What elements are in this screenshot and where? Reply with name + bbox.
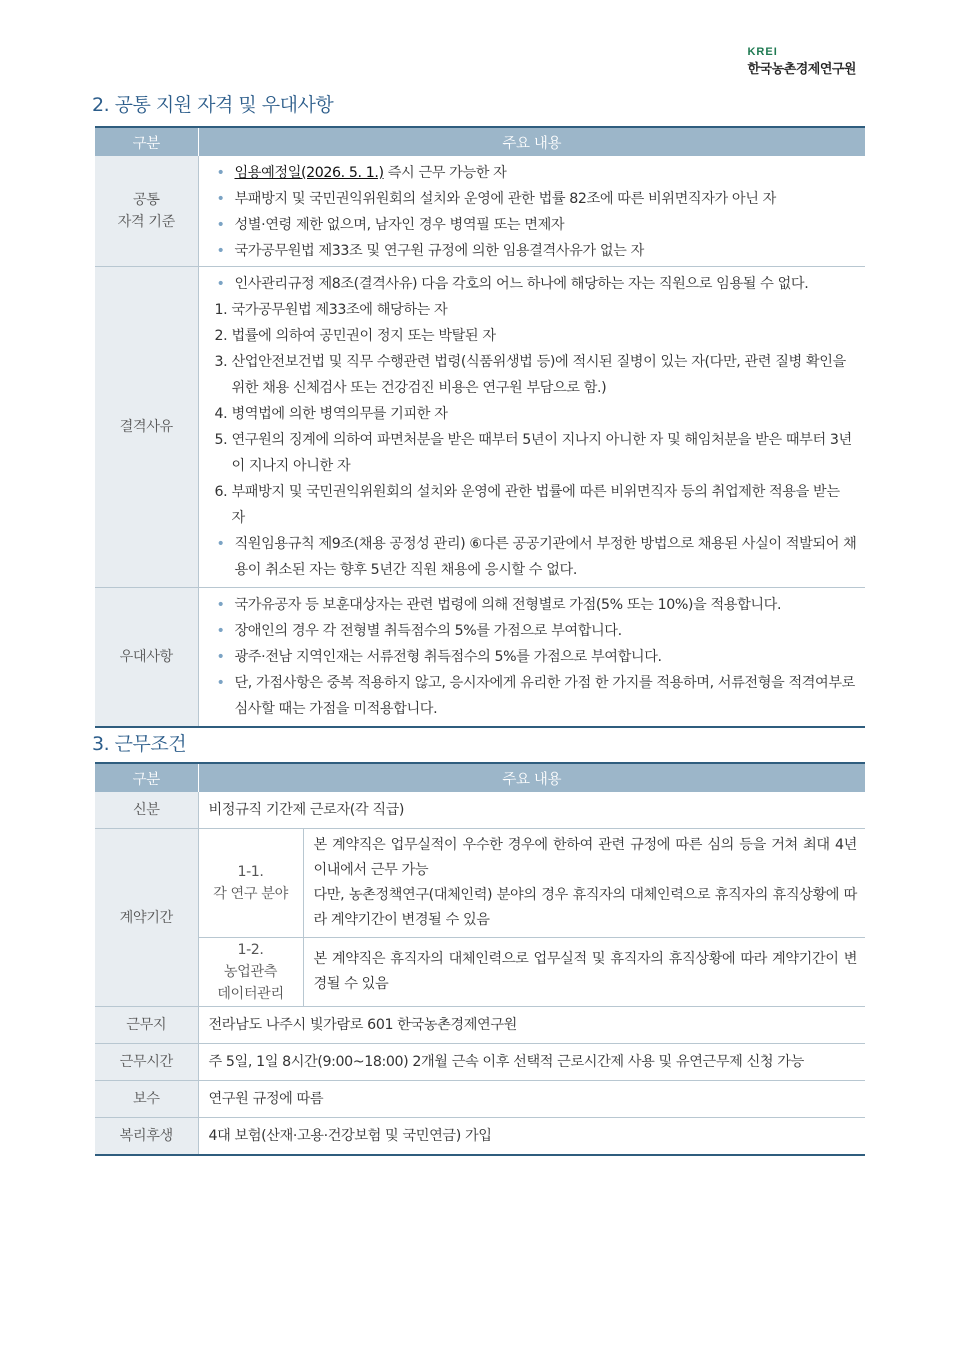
pay-category: 보수 (95, 1081, 198, 1118)
col-content-header: 주요 내용 (198, 763, 865, 792)
contract-sub2-content: 본 계약직은 휴직자의 대체인력으로 업무실적 및 휴직자의 휴직상황에 따라 계약기간이 변경될 수 있음 (303, 938, 865, 1007)
list-item: • 성별·연령 제한 없으며, 남자인 경우 병역필 또는 면제자 (216, 217, 565, 233)
table-header-row (95, 127, 865, 156)
contract-category: 계약기간 (95, 829, 198, 1007)
row-welfare (95, 1118, 865, 1156)
row-contract-2 (95, 938, 865, 1007)
logo-ko: 한국농촌경제연구원 (747, 62, 856, 77)
col-content-header: 주요 내용 (198, 127, 865, 156)
qualification-table (95, 126, 865, 728)
row-pay (95, 1081, 865, 1118)
numbered-item: 6. 부패방지 및 국민권익위원회의 설치와 운영에 관한 법률에 따른 비위면직자 등의 취업제한 적용을 받는 자 (214, 484, 840, 526)
preference-content (198, 588, 865, 728)
disqualification-content (198, 267, 865, 588)
status-category: 신분 (95, 792, 198, 829)
location-category: 근무지 (95, 1007, 198, 1044)
list-item: • 임용예정일(2026. 5. 1.) 즉시 근무 가능한 자 (216, 165, 507, 181)
list-item: • 국가유공자 등 보훈대상자는 관련 법령에 의해 전형별로 가점(5% 또는 10%)을 적용합니다. (216, 597, 782, 613)
numbered-item: 5. 연구원의 징계에 의하여 파면처분을 받은 때부터 5년이 지나지 아니한 자 및 해임처분을 받은 때부터 3년이 지나지 아니한 자 (214, 432, 852, 474)
list-item: • 국가공무원법 제33조 및 연구원 규정에 의한 임용결격사유가 없는 자 (216, 243, 644, 259)
pay-value: 연구원 규정에 따름 (198, 1081, 865, 1118)
welfare-value: 4대 보험(산재·고용·건강보험 및 국민연금) 가입 (198, 1118, 865, 1156)
row-preference (95, 588, 865, 728)
logo (747, 46, 856, 77)
work-conditions-table (95, 762, 865, 1156)
numbered-item: 3. 산업안전보건법 및 직무 수행관련 법령(식품위생법 등)에 적시된 질병이 있는 자(다만, 관련 질병 확인을 위한 채용 신체검사 또는 건강검진 비용은 연구원 부담으로 함.) (214, 354, 846, 396)
status-value: 비정규직 기간제 근로자(각 직급) (198, 792, 865, 829)
row-location (95, 1007, 865, 1044)
row-hours (95, 1044, 865, 1081)
hours-category: 근무시간 (95, 1044, 198, 1081)
contract-sub1-content: 본 계약직은 업무실적이 우수한 경우에 한하여 관련 규정에 따른 심의 등을 거쳐 최대 4년 이내에서 근무 가능 다만, 농촌정책연구(대체인력) 분야의 경우 휴직자의 대체인력으로 휴직자의 휴직상황에 따라 계약기간이 변경될 수 있음 (303, 829, 865, 938)
table-header-row (95, 763, 865, 792)
hours-value: 주 5일, 1일 8시간(9:00~18:00) 2개월 근속 이후 선택적 근로시간제 사용 및 유연근무제 신청 가능 (198, 1044, 865, 1081)
list-item: • 인사관리규정 제8조(결격사유) 다음 각호의 어느 하나에 해당하는 자는 직원으로 임용될 수 없다. (216, 276, 809, 292)
disqualification-category: 결격사유 (95, 267, 198, 588)
section-3-title: 3. 근무조건 (92, 733, 187, 755)
location-value: 전라남도 나주시 빛가람로 601 한국농촌경제연구원 (198, 1007, 865, 1044)
numbered-item: 2. 법률에 의하여 공민권이 정지 또는 박탈된 자 (214, 328, 496, 344)
welfare-category: 복리후생 (95, 1118, 198, 1156)
common-category: 공통 자격 기준 (95, 156, 198, 267)
numbered-item: 4. 병역법에 의한 병역의무를 기피한 자 (214, 406, 448, 422)
list-item: • 단, 가점사항은 중복 적용하지 않고, 응시자에게 유리한 가점 한 가지를 적용하며, 서류전형을 적격여부로 심사할 때는 가점을 미적용합니다. (216, 675, 855, 717)
contract-sub1-label: 1-1. 각 연구 분야 (198, 829, 303, 938)
numbered-item: 1. 국가공무원법 제33조에 해당하는 자 (214, 302, 448, 318)
preference-category: 우대사항 (95, 588, 198, 728)
section-2-title: 2. 공통 지원 자격 및 우대사항 (92, 94, 334, 116)
common-content (198, 156, 865, 267)
row-common (95, 156, 865, 267)
list-item: • 부패방지 및 국민권익위원회의 설치와 운영에 관한 법률 82조에 따른 비위면직자가 아닌 자 (216, 191, 776, 207)
row-contract-1 (95, 829, 865, 938)
row-disqualification (95, 267, 865, 588)
col-category-header: 구분 (95, 127, 198, 156)
logo-en: KREI (747, 46, 778, 58)
row-status (95, 792, 865, 829)
contract-sub2-label: 1-2. 농업관측 데이터관리 (198, 938, 303, 1007)
col-category-header: 구분 (95, 763, 198, 792)
list-item: • 직원임용규칙 제9조(채용 공정성 관리) ⑥다른 공공기관에서 부정한 방법으로 채용된 사실이 적발되어 채용이 취소된 자는 향후 5년간 직원 채용에 응시할 수 없다. (216, 536, 857, 578)
list-item: • 광주·전남 지역인재는 서류전형 취득점수의 5%를 가점으로 부여합니다. (216, 649, 662, 665)
list-item: • 장애인의 경우 각 전형별 취득점수의 5%를 가점으로 부여합니다. (216, 623, 622, 639)
